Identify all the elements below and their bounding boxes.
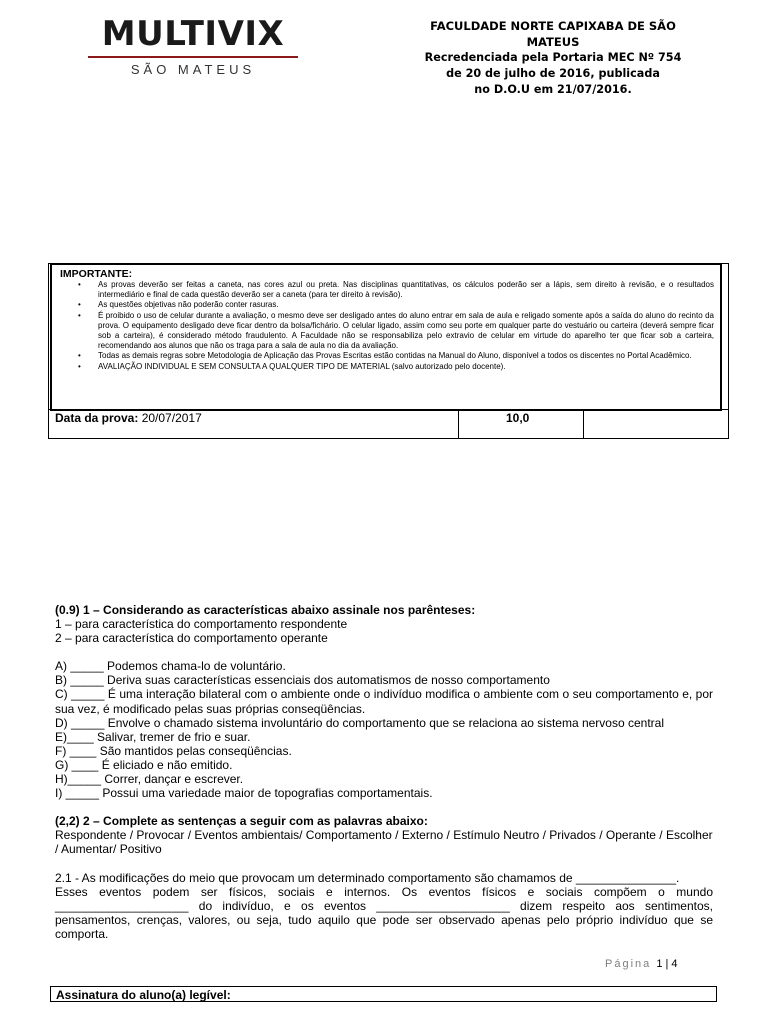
logo-divider — [88, 56, 298, 58]
question-1-option: H)_____ Correr, dançar e escrever. — [55, 772, 244, 787]
exam-total-score: 10,0 — [506, 411, 530, 425]
institution-title: FACULDADE NORTE CAPIXABA DE SÃO MATEUS — [430, 19, 676, 49]
question-1-option: G) ____ É eliciado e não emitido. — [55, 757, 233, 772]
question-2-title: (2,2) 2 – Complete as sentenças a seguir com as palavras abaixo: — [55, 814, 428, 829]
important-notice-box — [50, 263, 722, 411]
important-list — [58, 280, 714, 372]
institution-logo — [88, 14, 298, 77]
question-1-option: A) _____ Podemos chama-lo de voluntário. — [55, 659, 286, 674]
institution-header — [408, 18, 698, 98]
exam-date-value: 20/07/2017 — [141, 411, 202, 425]
important-item: • As provas deverão ser feitas a caneta, nas cores azul ou preta. Nas disciplinas quantitativas, os cálculos poderão ser a lápis, sem direito à revisão, e o resultados intermediário e final de cada questão deverão ser a caneta (para ter direito à revisão). — [58, 280, 714, 300]
institution-line-2: de 20 de julho de 2016, publicada — [446, 67, 660, 80]
logo-subtitle: SÃO MATEUS — [130, 62, 256, 77]
question-1-option: E)____ Salivar, tremer de frio e suar. — [55, 729, 251, 744]
exam-date — [55, 411, 202, 425]
question-1-option: F) ____ São mantidos pelas conseqüências. — [55, 743, 292, 758]
page-count: 1 | 4 — [656, 958, 678, 970]
question-1-legend: 2 – para característica do comportamento operante — [55, 631, 328, 646]
exam-date-label: Data da prova: — [55, 411, 139, 425]
question-2-sentence: Esses eventos podem ser físicos, sociais e internos. Os eventos físicos e sociais compõem o mundo ____________________ do indivíduo, e os eventos ____________________ dizem respeito aos sentimentos, pensamentos, crenças, valores, ou seja, tudo aquilo que pode ser observado apenas pelo próprio indivíduo que se comporta. — [55, 884, 713, 941]
question-1-option: C) _____ É uma interação bilateral com o ambiente onde o indivíduo modifica o ambiente com o seu comportamento e, por sua vez, é modificado pelas suas próprias conseqüências. — [55, 687, 713, 716]
important-title: IMPORTANTE: — [60, 268, 133, 280]
exam-questions — [55, 603, 713, 941]
question-1-option: D) _____ Envolve o chamado sistema involuntário do comportamento que se relaciona ao sistema nervoso central — [55, 715, 664, 730]
page-number — [605, 958, 678, 970]
important-item: • Todas as demais regras sobre Metodologia de Aplicação das Provas Escritas estão contidas na Manual do Aluno, disponível a todos os discentes no Portal Acadêmico. — [58, 351, 714, 361]
question-1-title: (0.9) 1 – Considerando as características abaixo assinale nos parênteses: — [55, 603, 476, 617]
logo-name: MULTIVIX — [101, 14, 285, 54]
institution-line-1: Recredenciada pela Portaria MEC Nº 754 — [424, 51, 682, 64]
important-item: • É proibido o uso de celular durante a avaliação, o mesmo deve ser desligado antes do aluno entrar em sala de aula e religado somente após a saída do aluno do recinto da prova. O equipamento desligado deve ficar dentro da bolsa/fichário. O celular ligado, assim como seu porte em qualquer parte do vestuário ou carteira (deverá sempre ficar sob a carteira), é considerado método fraudulento. A Faculdade não se responsabiliza pelo extravio de celular em virtude do aparelho ter que ficar sob a carteira, recomendando aos alunos que não os traga para a sala de aula no dia da avaliação. — [58, 311, 714, 352]
question-1-option: B) _____ Deriva suas características essenciais dos automatismos de nosso comportamento — [55, 673, 550, 688]
institution-line-3: no D.O.U em 21/07/2016. — [474, 83, 632, 96]
important-item: • AVALIAÇÃO INDIVIDUAL E SEM CONSULTA A QUALQUER TIPO DE MATERIAL (salvo autorizado pelo docente). — [58, 362, 714, 372]
question-1-legend: 1 – para característica do comportamento respondente — [55, 617, 348, 632]
question-2-sentence: 2.1 - As modificações do meio que provocam um determinado comportamento são chamamos de _______________. — [55, 870, 680, 885]
question-1-option: I) _____ Possui uma variedade maior de topografias comportamentais. — [55, 786, 433, 801]
important-item: • As questões objetivas não poderão conter rasuras. — [58, 300, 714, 310]
signature-field: Assinatura do aluno(a) legível: — [50, 986, 717, 1002]
question-2-word-bank: Respondente / Provocar / Eventos ambientais/ Comportamento / Externo / Estímulo Neutro / Privados / Operante / Escolher / Aumentar/ Positivo — [55, 828, 713, 857]
page-word: Página — [605, 958, 652, 970]
